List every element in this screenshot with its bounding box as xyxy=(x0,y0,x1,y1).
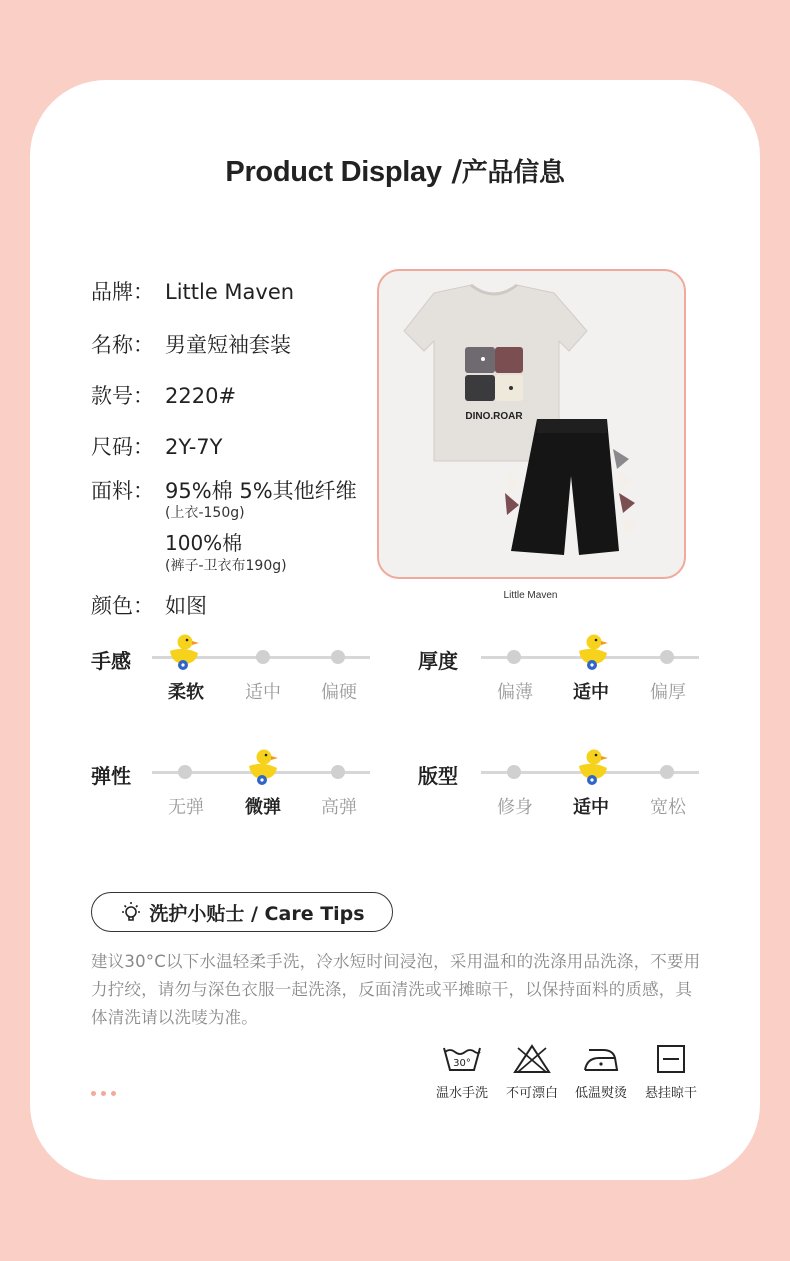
color-row xyxy=(91,590,207,620)
care-tips-pill xyxy=(91,892,393,932)
fit-option-2: 适中 xyxy=(573,797,609,818)
size-label: 尺码： xyxy=(91,435,154,459)
name-label: 名称： xyxy=(91,333,154,357)
wash-item-dry xyxy=(636,1044,706,1101)
brand-value: Little Maven xyxy=(165,280,295,304)
color-label: 颜色： xyxy=(91,594,154,618)
style-label: 款号： xyxy=(91,384,154,408)
fabric-row xyxy=(91,475,357,505)
hand-wash-icon xyxy=(442,1044,482,1074)
page-title: Product Display /产品信息 xyxy=(225,154,565,188)
fabric-top-value: 95%棉 5%其他纤维 xyxy=(165,479,357,503)
name-value: 男童短袖套装 xyxy=(165,333,291,357)
style-row xyxy=(91,380,236,410)
elasticity-dot-3 xyxy=(331,765,345,779)
duck-marker-icon xyxy=(575,747,611,787)
feel-dot-3 xyxy=(331,650,345,664)
fit-option-1: 修身 xyxy=(497,797,533,818)
color-value: 如图 xyxy=(165,594,207,618)
fabric-bottom-value: 100%棉 xyxy=(165,531,243,555)
fabric-top-note: (上衣-150g) xyxy=(165,505,245,521)
wash-label-bleach: 不可漂白 xyxy=(505,1086,558,1101)
hang-dry-icon xyxy=(651,1044,691,1074)
elasticity-option-2: 微弹 xyxy=(245,797,281,818)
low-iron-icon xyxy=(581,1044,621,1074)
style-value: 2220# xyxy=(165,384,237,408)
thickness-dot-1 xyxy=(507,650,521,664)
wash-label-hand: 温水手洗 xyxy=(435,1086,488,1101)
feel-option-1: 柔软 xyxy=(168,682,204,703)
duck-marker-icon xyxy=(575,632,611,672)
no-bleach-icon xyxy=(512,1044,552,1074)
care-tips-text: 建议30°C以下水温轻柔手洗，冷水短时间浸泡，采用温和的洗涤用品洗涤，不要用力拧绞，请勿与深色衣服一起洗涤，反面清洗或平摊晾干，以保持面料的质感，具体清洗请以洗唛为准。 xyxy=(91,952,701,1027)
fit-dot-1 xyxy=(507,765,521,779)
fit-label: 版型 xyxy=(418,764,458,788)
size-value: 2Y-7Y xyxy=(165,435,223,459)
fabric-label: 面料： xyxy=(91,479,154,503)
photo-caption: Little Maven xyxy=(503,590,558,601)
care-tips-title: 洗护小贴士 / Care Tips xyxy=(149,902,365,925)
size-row xyxy=(91,431,222,461)
decorative-dots xyxy=(91,1091,116,1096)
wash-item-iron xyxy=(566,1044,636,1101)
feel-option-3: 偏硬 xyxy=(321,682,357,703)
duck-marker-icon xyxy=(166,632,202,672)
shirt-print-text: DINO.ROAR xyxy=(465,411,523,422)
wash-item-hand xyxy=(427,1044,497,1101)
lightbulb-icon xyxy=(119,900,143,924)
thickness-label: 厚度 xyxy=(418,649,458,673)
wash-label-dry: 悬挂晾干 xyxy=(644,1086,697,1101)
wash-label-iron: 低温熨烫 xyxy=(574,1086,627,1101)
fabric-bottom-note: (裤子-卫衣布190g) xyxy=(165,558,287,574)
thickness-option-3: 偏厚 xyxy=(650,682,686,703)
name-row xyxy=(91,329,291,359)
elasticity-option-1: 无弹 xyxy=(168,797,204,818)
wash-temp-text: 30° xyxy=(453,1058,471,1069)
thickness-dot-3 xyxy=(660,650,674,664)
brand-label: 品牌： xyxy=(91,280,154,304)
feel-dot-2 xyxy=(256,650,270,664)
wash-item-bleach xyxy=(497,1044,567,1101)
fit-option-3: 宽松 xyxy=(650,797,686,818)
elasticity-label: 弹性 xyxy=(91,764,131,788)
thickness-option-2: 适中 xyxy=(573,682,609,703)
fit-dot-3 xyxy=(660,765,674,779)
feel-option-2: 适中 xyxy=(245,682,281,703)
product-photo xyxy=(377,269,686,579)
elasticity-option-3: 高弹 xyxy=(321,797,357,818)
thickness-option-1: 偏薄 xyxy=(497,682,533,703)
elasticity-dot-1 xyxy=(178,765,192,779)
duck-marker-icon xyxy=(245,747,281,787)
brand-row xyxy=(91,276,294,306)
feel-label: 手感 xyxy=(91,649,131,673)
